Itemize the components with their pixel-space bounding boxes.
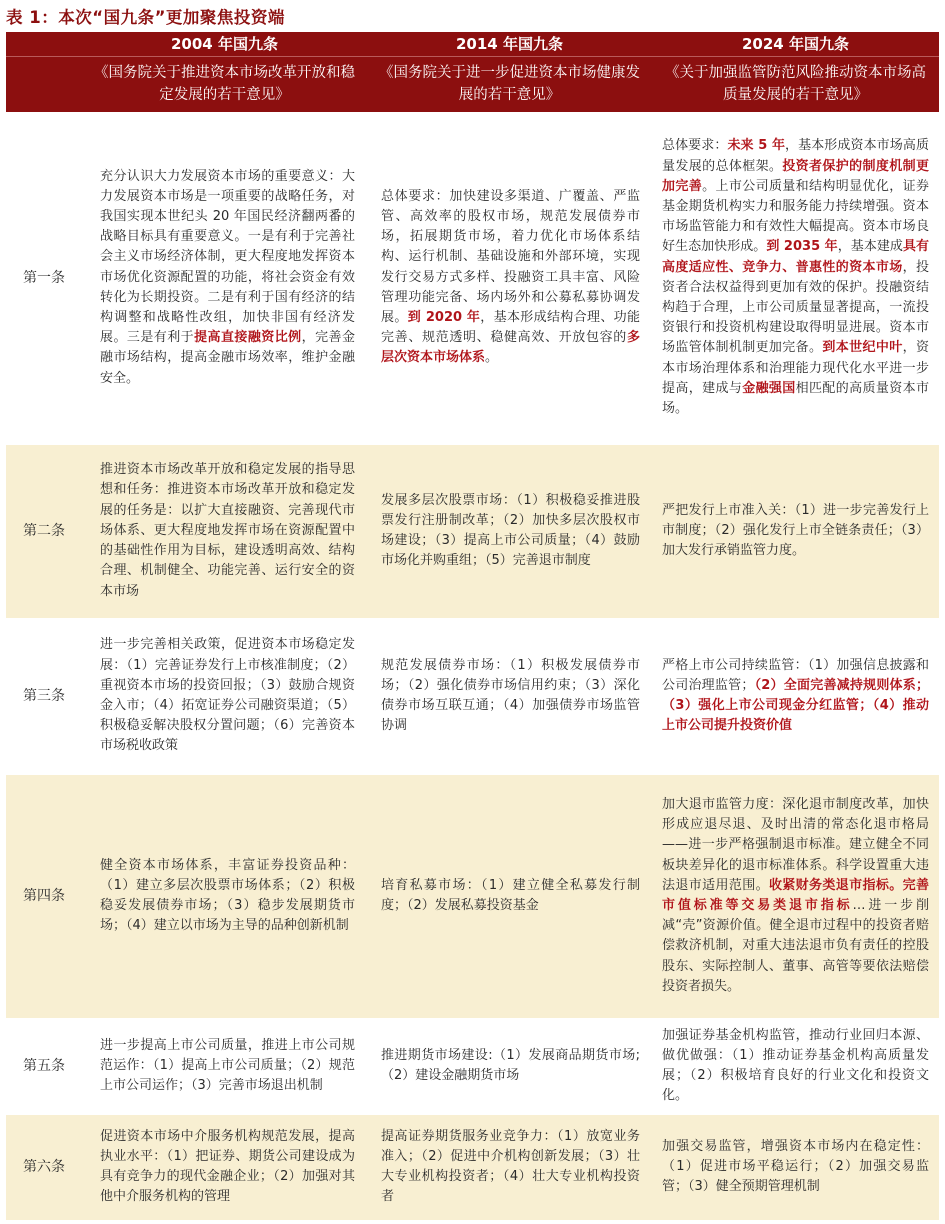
cell-text: 加强交易监管，增强资本市场内在稳定性：（1）促进市场平稳运行；（2）加强交易监管；（3）健全预期管理机制	[662, 1138, 929, 1195]
policy-comparison-table	[6, 32, 939, 1221]
cell-text: ，完善金融市场结构，提高金融市场效率，维护金融安全。	[100, 330, 355, 386]
cell-2014	[367, 1018, 652, 1114]
cell-text: 健全资本市场体系，丰富证券投资品种：（1）建立多层次股票市场体系；（2）积极稳妥发展债券市场；（3）稳步发展期货市场；（4）建立以市场为主导的品种创新机制	[100, 857, 355, 934]
cell-2024	[652, 1114, 939, 1220]
article-label: 第五条	[6, 1018, 82, 1114]
cell-2004	[82, 1018, 367, 1114]
cell-2004	[82, 112, 367, 444]
article-label: 第六条	[6, 1114, 82, 1220]
cell-2014	[367, 618, 652, 774]
cell-text: 加强证券基金机构监管，推动行业回归本源、做优做强：（1）推动证券基金机构高质量发展；（2）积极培育良好的行业文化和投资文化。	[662, 1027, 929, 1104]
highlighted-text: 金融强国	[742, 380, 796, 396]
cell-text: 相匹配的高质量资本市场。	[662, 380, 929, 416]
table-row	[6, 112, 939, 444]
cell-text: 促进资本市场中介服务机构规范发展，提高执业水平：（1）把证券、期货公司建设成为具有竞争力的现代金融企业；（2）加强对其他中介服务机构的管理	[100, 1128, 355, 1205]
cell-text: 发展多层次股票市场：（1）积极稳妥推进股票发行注册制改革；（2）加快多层次股权市场建设；（3）提高上市公司质量；（4）鼓励市场化并购重组；（5）完善退市制度	[381, 492, 640, 569]
cell-text: 严格上市公司持续监管：（1）加强信息披露和公司治理监管；	[662, 657, 929, 693]
cell-text: 培育私募市场：（1）建立健全私募发行制度；（2）发展私募投资基金	[381, 877, 640, 913]
article-label: 第四条	[6, 774, 82, 1018]
highlighted-text: 多层次资本市场体系	[381, 330, 640, 366]
table-row	[6, 618, 939, 774]
highlighted-text: （2）全面完善减持规则体系；（3）强化上市公司现金分红监管；（4）推动上市公司提升投资价值	[662, 677, 929, 734]
table-title: 表 1：本次“国九条”更加聚焦投资端	[6, 8, 285, 27]
cell-2014	[367, 774, 652, 1018]
cell-text: 推进资本市场改革开放和稳定发展的指导思想和任务：推进资本市场改革开放和稳定发展的任务是：以扩大直接融资、完善现代市场体系、更大程度地发挥市场在资源配置中的基础性作用为目标，建设透明高效、结构合理、机制健全、功能完善、运行安全的资本市场	[100, 462, 355, 599]
cell-text: 严把发行上市准入关：（1）进一步完善发行上市制度；（2）强化发行上市全链条责任；（3）加大发行承销监管力度。	[662, 502, 929, 559]
highlighted-text: 到 2035 年	[766, 239, 838, 255]
cell-text: 提高证券期货服务业竞争力：（1）放宽业务准入；（2）促进中介机构创新发展；（3）壮大专业机构投资者；（4）壮大专业机构投资者	[381, 1128, 640, 1205]
cell-text: 进一步完善相关政策，促进资本市场稳定发展：（1）完善证券发行上市核准制度；（2）重视资本市场的投资回报；（3）鼓励合规资金入市；（4）拓宽证券公司融资渠道；（5）积极稳妥解决股权分置问题；（6）完善资本市场税收政策	[100, 637, 355, 754]
cell-text: ，基本建成	[837, 239, 903, 255]
cell-2024	[652, 774, 939, 1018]
table-row	[6, 774, 939, 1018]
cell-text: ，基本形成资本市场高质量发展的总体框架。	[662, 138, 929, 174]
header-year-2004: 2004 年国九条	[82, 32, 367, 56]
cell-text: 进一步提高上市公司质量，推进上市公司规范运作：（1）提高上市公司质量；（2）规范上市公司运作；（3）完善市场退出机制	[100, 1037, 355, 1094]
cell-2024	[652, 1018, 939, 1114]
article-label: 第一条	[6, 112, 82, 444]
cell-text: 加大退市监管力度：深化退市制度改革，加快形成应退尽退、及时出清的常态化退市格局——进一步严格强制退市标准。建立健全不同板块差异化的退市标准体系。科学设置重大违法退市适用范围。	[662, 796, 929, 893]
cell-2004	[82, 444, 367, 618]
highlighted-text: 未来 5 年	[727, 138, 786, 154]
table-row	[6, 1114, 939, 1220]
cell-text: ，基本形成结构合理、功能完善、规范透明、稳健高效、开放包容的	[381, 310, 640, 346]
header-blank	[6, 32, 82, 56]
cell-2014	[367, 112, 652, 444]
header-doc-2024: 《关于加强监管防范风险推动资本市场高质量发展的若干意见》	[652, 56, 939, 112]
highlighted-text: 到 2020 年	[407, 310, 481, 326]
highlighted-text: 具有高度适应性、竞争力、普惠性的资本市场	[662, 239, 929, 275]
doc-header-row	[6, 56, 939, 112]
cell-text: ，投资者合法权益得到更加有效的保护。投融资结构趋于合理，上市公司质量显著提高，一流投资银行和投资机构建设取得明显进展。资本市场监管体制机制更加完备。	[662, 259, 929, 356]
cell-text: 充分认识大力发展资本市场的重要意义：大力发展资本市场是一项重要的战略任务，对我国实现本世纪头 20 年国民经济翻两番的战略目标具有重要意义。一是有利于完善社会主义市场经济体制，更大程度地发挥资本市场优化资源配置的功能，将社会资金有效转化为长期投资。二是有利于国有经济的结构调整和战略性改组，加快非国有经济发展。三是有利于	[100, 168, 355, 346]
cell-2004	[82, 618, 367, 774]
highlighted-text: 收紧财务类退市指标。完善市值标准等交易类退市指标	[662, 877, 929, 913]
highlighted-text: 投资者保护的制度机制更加完善	[662, 158, 929, 194]
header-year-2014: 2014 年国九条	[367, 32, 652, 56]
cell-2004	[82, 774, 367, 1018]
cell-text: ，资本市场治理体系和治理能力现代化水平进一步提高，建成与	[662, 340, 929, 396]
header-doc-2004: 《国务院关于推进资本市场改革开放和稳定发展的若干意见》	[82, 56, 367, 112]
cell-text: 总体要求：	[662, 138, 728, 154]
table-row	[6, 1018, 939, 1114]
cell-text: 总体要求：加快建设多渠道、广覆盖、严监管、高效率的股权市场，规范发展债券市场，拓展期货市场，着力优化市场体系结构、运行机制、基础设施和外部环境，实现发行交易方式多样、投融资工具丰富、风险管理功能完备、场内场外和公募私募协调发展。	[381, 188, 640, 326]
header-doc-2014: 《国务院关于进一步促进资本市场健康发展的若干意见》	[367, 56, 652, 112]
article-label: 第二条	[6, 444, 82, 618]
cell-2024	[652, 618, 939, 774]
article-label: 第三条	[6, 618, 82, 774]
highlighted-text: 到本世纪中叶	[822, 340, 903, 356]
table-row	[6, 444, 939, 618]
cell-2014	[367, 444, 652, 618]
cell-text: 。	[485, 350, 499, 366]
year-header-row	[6, 32, 939, 56]
header-year-2024: 2024 年国九条	[652, 32, 939, 56]
cell-text: 推进期货市场建设:（1）发展商品期货市场;（2）建设金融期货市场	[381, 1047, 640, 1083]
highlighted-text: 提高直接融资比例	[194, 330, 302, 346]
cell-text: 规范发展债券市场：（1）积极发展债券市场；（2）强化债券市场信用约束；（3）深化债券市场互联互通；（4）加强债券市场监管协调	[381, 657, 640, 734]
cell-2004	[82, 1114, 367, 1220]
header-blank	[6, 56, 82, 112]
cell-text: 。上市公司质量和结构明显优化，证券基金期货机构实力和服务能力持续增强。资本市场监管能力和有效性大幅提高。资本市场良好生态加快形成。	[662, 178, 929, 255]
cell-2024	[652, 444, 939, 618]
cell-2024	[652, 112, 939, 444]
cell-text: …进一步削减“壳”资源价值。健全退市过程中的投资者赔偿救济机制，对重大违法退市负有责任的控股股东、实际控制人、董事、高管等要依法赔偿投资者损失。	[662, 898, 929, 994]
cell-2014	[367, 1114, 652, 1220]
